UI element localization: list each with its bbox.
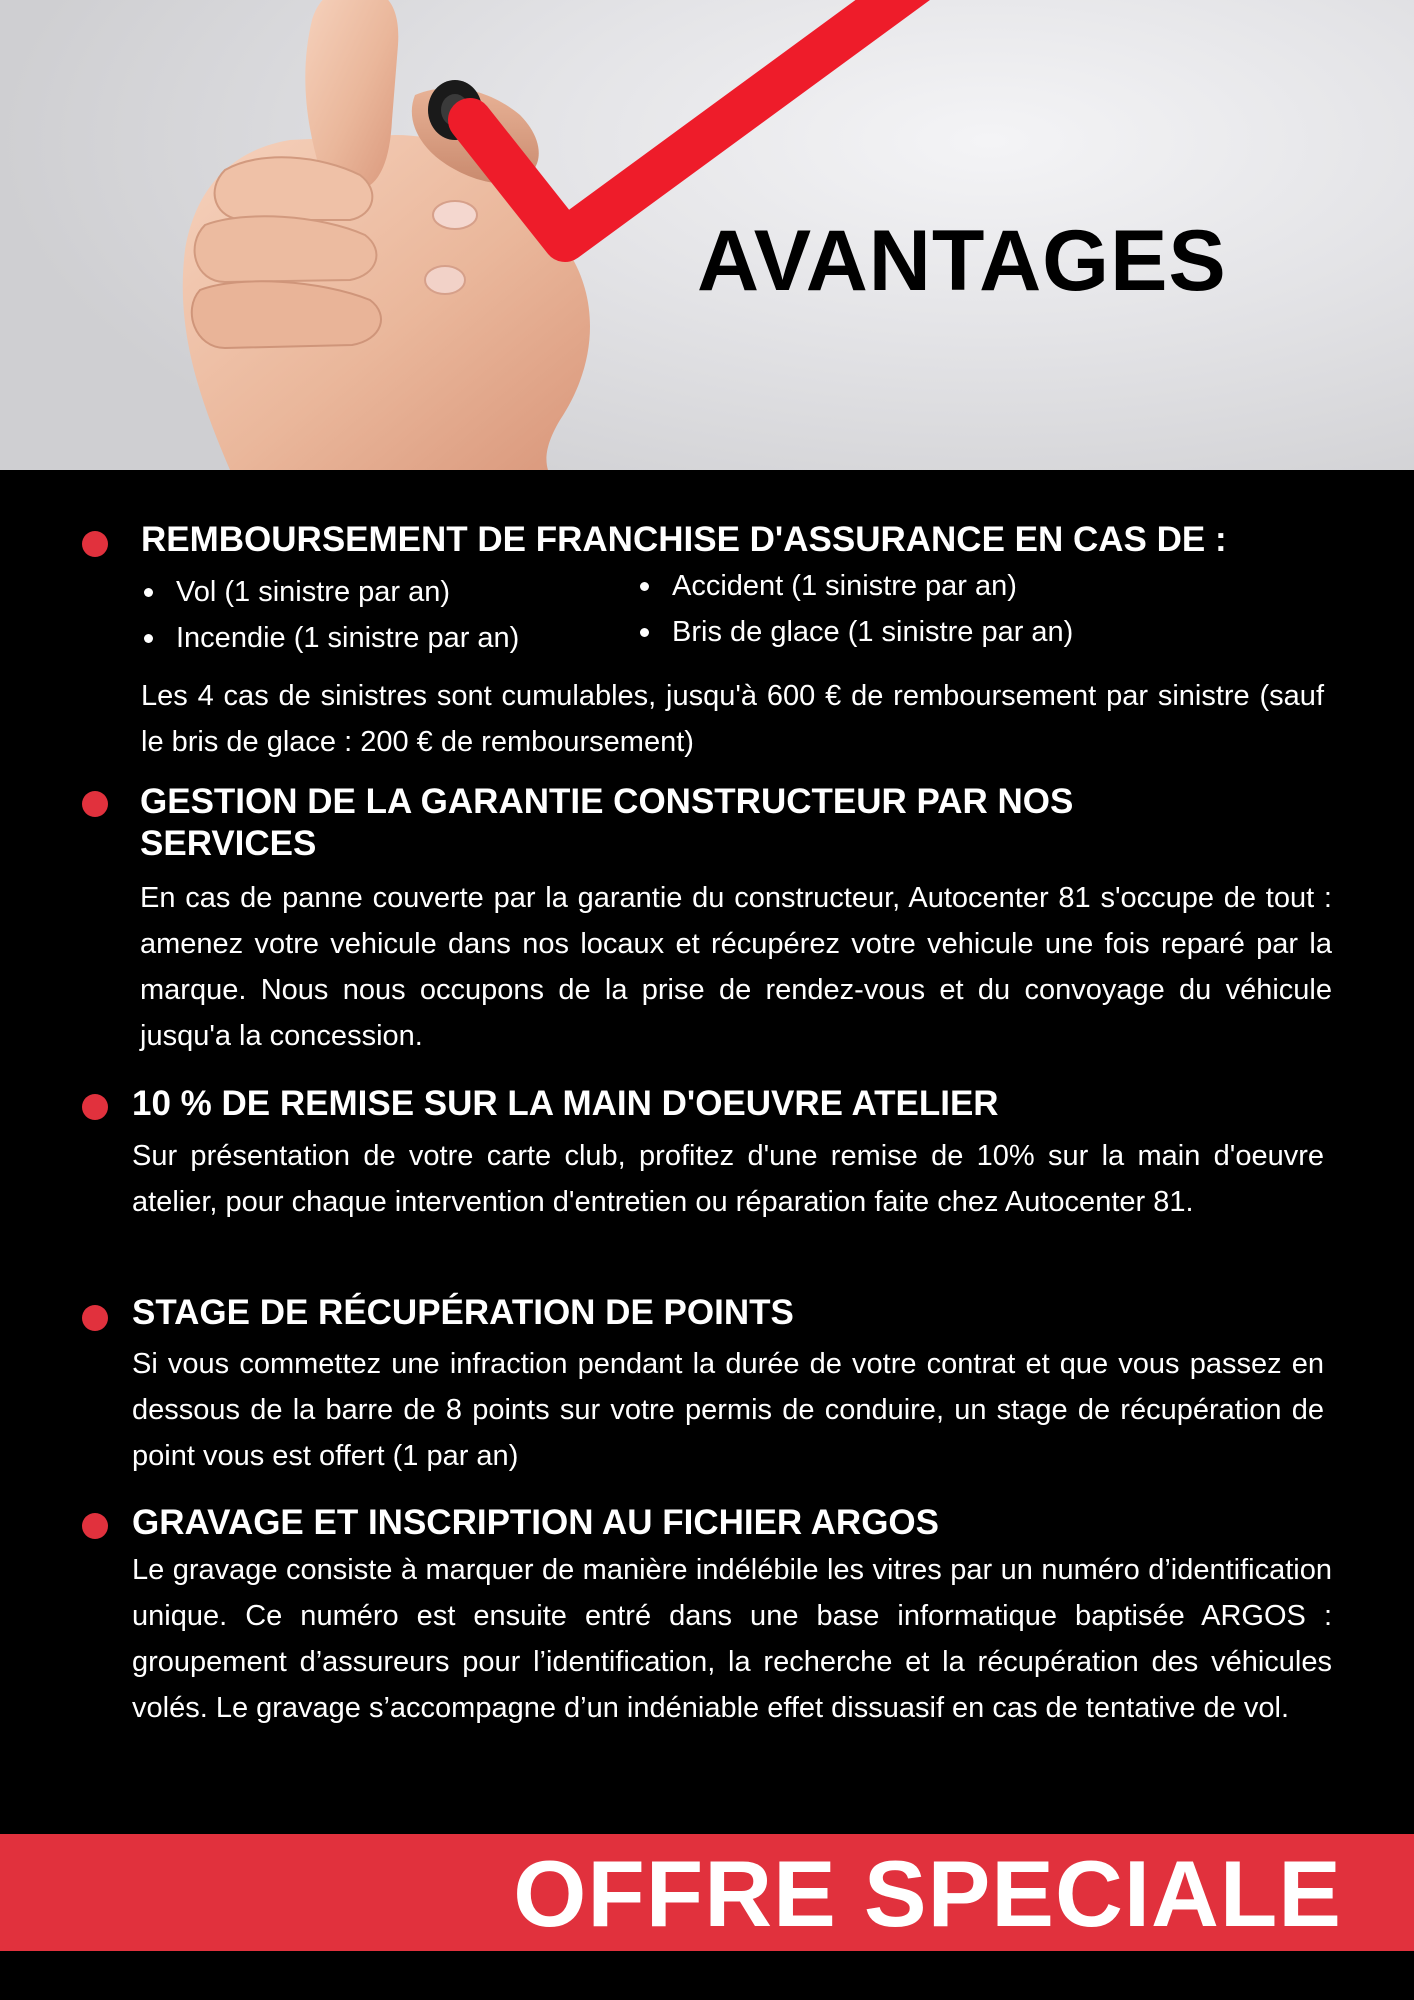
list-item: Vol (1 sinistre par an) (140, 569, 519, 615)
header-banner (0, 0, 1414, 470)
claim-type-list-right (636, 563, 1073, 655)
list-item: Accident (1 sinistre par an) (636, 563, 1073, 609)
claim-type-list-left (140, 569, 519, 661)
section-body: Si vous commettez une infraction pendant la durée de votre contrat et que vous passez en dessous de la barre de 8 points sur votre permis de conduire, un stage de récupération de point vous est offert (1 par an) (132, 1348, 1324, 1472)
red-bullet-icon (82, 531, 108, 557)
red-bullet-icon (82, 791, 108, 817)
section-heading-line: GESTION DE LA GARANTIE CONSTRUCTEUR PAR NOS (140, 782, 1074, 821)
special-offer-text: OFFRE SPECIALE (513, 1841, 1342, 1946)
page-title: AVANTAGES (697, 213, 1227, 309)
section-heading (140, 781, 1073, 865)
list-item: Bris de glace (1 sinistre par an) (636, 609, 1073, 655)
section-heading: REMBOURSEMENT DE FRANCHISE D'ASSURANCE EN CAS DE : (141, 520, 1227, 559)
section-heading: 10 % DE REMISE SUR LA MAIN D'OEUVRE ATELIER (132, 1084, 999, 1123)
section-body: Les 4 cas de sinistres sont cumulables, jusqu'à 600 € de remboursement par sinistre (sauf le bris de glace : 200 € de remboursement) (141, 680, 1324, 758)
red-bullet-icon (82, 1094, 108, 1120)
red-bullet-icon (82, 1305, 108, 1331)
section-heading: STAGE DE RÉCUPÉRATION DE POINTS (132, 1293, 794, 1332)
section-body: Le gravage consiste à marquer de manière indélébile les vitres par un numéro d’identification unique. Ce numéro est ensuite entré dans une base informatique baptisée ARGOS : groupement d’assureurs pour l’identification, la recherche et la récupération des véhicules volés. Le gravage s’accompagne d’un indéniable effet dissuasif en cas de tentative de vol. (132, 1554, 1332, 1724)
list-item: Incendie (1 sinistre par an) (140, 615, 519, 661)
section-heading: GRAVAGE ET INSCRIPTION AU FICHIER ARGOS (132, 1503, 939, 1542)
section-heading-line: SERVICES (140, 824, 317, 863)
section-body: En cas de panne couverte par la garantie du constructeur, Autocenter 81 s'occupe de tout : amenez votre vehicule dans nos locaux et récupérez votre vehicule une fois reparé par la marque. Nous nous occupons de la prise de rendez-vous et du convoyage du véhicule jusqu'a la concession. (140, 882, 1332, 1052)
section-body: Sur présentation de votre carte club, profitez d'une remise de 10% sur la main d'oeuvre atelier, pour chaque intervention d'entretien ou réparation faite chez Autocenter 81. (132, 1140, 1324, 1218)
special-offer-banner (0, 1834, 1414, 1951)
red-bullet-icon (82, 1513, 108, 1539)
